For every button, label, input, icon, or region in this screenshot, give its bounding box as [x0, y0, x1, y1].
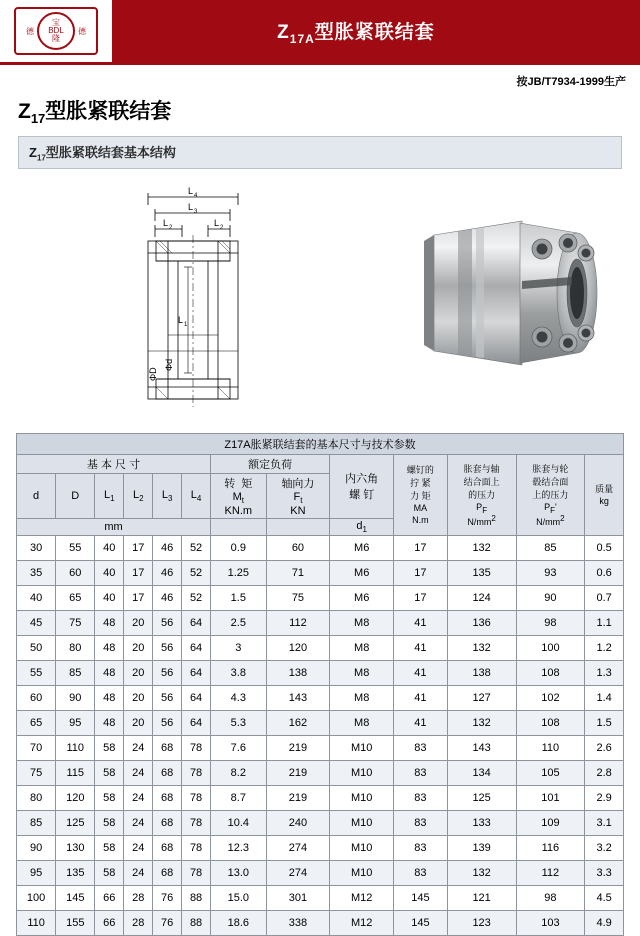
cell-kg: 4.9	[585, 911, 624, 936]
header-title-prefix: Z	[277, 21, 290, 43]
cell-torque: 5.3	[211, 711, 267, 736]
logo-left-text: 德	[26, 26, 34, 36]
cell-L4: 64	[182, 636, 211, 661]
table-row	[17, 686, 624, 711]
cell-axial: 60	[266, 536, 330, 561]
cell-kg: 4.5	[585, 886, 624, 911]
cell-torque: 0.9	[211, 536, 267, 561]
cell-L4: 64	[182, 686, 211, 711]
cell-ma: 83	[394, 836, 448, 861]
cell-L2: 24	[124, 736, 153, 761]
table-row	[17, 786, 624, 811]
cell-D: 95	[56, 711, 95, 736]
dim-label-L4-sub: 4	[194, 192, 198, 199]
cell-d: 80	[17, 786, 56, 811]
cell-ma: 17	[394, 586, 448, 611]
cell-axial: 112	[266, 611, 330, 636]
company-logo	[0, 0, 112, 62]
cell-L3: 68	[153, 786, 182, 811]
cell-D: 155	[56, 911, 95, 936]
section-title-sub: 17	[36, 153, 46, 163]
cell-L4: 78	[182, 836, 211, 861]
cell-pf: 134	[447, 761, 516, 786]
cell-D: 65	[56, 586, 95, 611]
cell-pf2: 109	[516, 811, 585, 836]
cell-D: 110	[56, 736, 95, 761]
group-header-screw: 内六角 螺 钉	[330, 454, 394, 518]
cell-d: 40	[17, 586, 56, 611]
cell-pf: 136	[447, 611, 516, 636]
cell-pf2: 85	[516, 536, 585, 561]
cell-pf2: 100	[516, 636, 585, 661]
group-header-torque: 螺钉的 拧 紧 力 矩 MA N.m	[394, 454, 448, 535]
cell-axial: 338	[266, 911, 330, 936]
cell-L2: 20	[124, 711, 153, 736]
cell-kg: 1.4	[585, 686, 624, 711]
cell-kg: 2.8	[585, 761, 624, 786]
col-header-axial: 轴向力 $F_t$ KN	[266, 473, 330, 518]
header-title-rest: 型胀紧联结套	[314, 21, 435, 43]
cell-L4: 52	[182, 586, 211, 611]
cell-L4: 78	[182, 736, 211, 761]
cell-screw: M8	[330, 661, 394, 686]
cell-torque: 7.6	[211, 736, 267, 761]
cell-screw: M8	[330, 686, 394, 711]
cell-d: 60	[17, 686, 56, 711]
cell-d: 35	[17, 561, 56, 586]
group-header-hub-pressure: 胀套与轮 毂结合面 上的压力 $P_F'$ $N/mm^2$	[516, 454, 585, 535]
cell-pf: 135	[447, 561, 516, 586]
header-title	[112, 17, 640, 46]
cell-L3: 68	[153, 811, 182, 836]
dim-label-phi-d: Φd	[164, 358, 174, 371]
cell-ma: 17	[394, 536, 448, 561]
cell-kg: 1.3	[585, 661, 624, 686]
cell-pf: 121	[447, 886, 516, 911]
dim-label-L4: L	[188, 185, 194, 196]
cell-ma: 83	[394, 786, 448, 811]
table-row	[17, 761, 624, 786]
technical-drawing	[60, 175, 320, 425]
cell-d: 45	[17, 611, 56, 636]
cell-torque: 4.3	[211, 686, 267, 711]
cell-L4: 78	[182, 786, 211, 811]
dim-label-phi-D: ΦD	[148, 367, 158, 381]
cell-kg: 2.6	[585, 736, 624, 761]
cell-L1: 58	[95, 736, 124, 761]
cell-torque: 12.3	[211, 836, 267, 861]
dim-label-L2b-sub: 2	[220, 224, 224, 231]
cell-L2: 17	[124, 586, 153, 611]
cell-L1: 58	[95, 786, 124, 811]
cell-pf2: 102	[516, 686, 585, 711]
cell-pf2: 98	[516, 886, 585, 911]
cell-D: 60	[56, 561, 95, 586]
cell-pf: 132	[447, 711, 516, 736]
cell-L4: 52	[182, 536, 211, 561]
table-row	[17, 886, 624, 911]
cell-ma: 41	[394, 636, 448, 661]
cell-pf: 133	[447, 811, 516, 836]
cell-d: 110	[17, 911, 56, 936]
cell-L1: 58	[95, 861, 124, 886]
cell-pf2: 90	[516, 586, 585, 611]
cell-ma: 145	[394, 911, 448, 936]
cell-L3: 56	[153, 636, 182, 661]
cell-L4: 64	[182, 611, 211, 636]
cell-L2: 17	[124, 536, 153, 561]
cell-L3: 68	[153, 761, 182, 786]
cell-pf: 138	[447, 661, 516, 686]
cell-pf: 132	[447, 861, 516, 886]
cell-torque: 10.4	[211, 811, 267, 836]
cell-pf: 123	[447, 911, 516, 936]
cell-L2: 17	[124, 561, 153, 586]
cell-D: 145	[56, 886, 95, 911]
cell-ma: 145	[394, 886, 448, 911]
cell-d: 30	[17, 536, 56, 561]
dim-label-L1: L	[178, 314, 184, 325]
standard-note: 按JB/T7934-1999生产	[516, 76, 626, 88]
cell-ma: 41	[394, 711, 448, 736]
cell-axial: 75	[266, 586, 330, 611]
cell-D: 80	[56, 636, 95, 661]
header-title-sub: 17A	[289, 31, 315, 46]
cell-L1: 48	[95, 611, 124, 636]
group-header-shaft-pressure: 胀套与轴 结合面上 的压力 $P_F$ $N/mm^2$	[447, 454, 516, 535]
cell-D: 55	[56, 536, 95, 561]
cell-torque: 1.25	[211, 561, 267, 586]
cell-L2: 20	[124, 661, 153, 686]
cell-L3: 76	[153, 886, 182, 911]
cell-screw: M10	[330, 861, 394, 886]
cell-L2: 24	[124, 761, 153, 786]
cell-screw: M8	[330, 611, 394, 636]
cell-L2: 28	[124, 911, 153, 936]
dim-label-L2a: L	[163, 217, 169, 228]
col-header-L1: $L_1$	[95, 473, 124, 518]
cell-D: 85	[56, 661, 95, 686]
cell-L4: 78	[182, 761, 211, 786]
cell-pf2: 98	[516, 611, 585, 636]
cell-d: 75	[17, 761, 56, 786]
cell-L2: 20	[124, 611, 153, 636]
page-header	[0, 0, 640, 62]
cell-L4: 78	[182, 861, 211, 886]
unit-mm: mm	[17, 518, 211, 535]
cell-axial: 301	[266, 886, 330, 911]
cell-kg: 2.9	[585, 786, 624, 811]
page-title	[0, 89, 640, 126]
cell-d: 100	[17, 886, 56, 911]
cell-kg: 0.7	[585, 586, 624, 611]
table-row	[17, 561, 624, 586]
cell-L1: 48	[95, 711, 124, 736]
cell-pf: 143	[447, 736, 516, 761]
cell-torque: 8.7	[211, 786, 267, 811]
group-header-mass: 质量 kg	[585, 454, 624, 535]
table-row	[17, 861, 624, 886]
table-row	[17, 836, 624, 861]
cell-d: 65	[17, 711, 56, 736]
cell-pf2: 116	[516, 836, 585, 861]
cell-kg: 1.2	[585, 636, 624, 661]
cell-L4: 88	[182, 911, 211, 936]
cell-D: 90	[56, 686, 95, 711]
cell-screw: M10	[330, 761, 394, 786]
cell-kg: 0.5	[585, 536, 624, 561]
cell-axial: 71	[266, 561, 330, 586]
cell-pf2: 105	[516, 761, 585, 786]
cell-axial: 162	[266, 711, 330, 736]
table-row	[17, 711, 624, 736]
cell-ma: 41	[394, 611, 448, 636]
cell-screw: M12	[330, 886, 394, 911]
cell-pf2: 112	[516, 861, 585, 886]
col-header-L3: $L_3$	[153, 473, 182, 518]
cell-screw: M6	[330, 561, 394, 586]
cell-d: 85	[17, 811, 56, 836]
cell-pf: 125	[447, 786, 516, 811]
cell-screw: M6	[330, 586, 394, 611]
cell-L3: 68	[153, 861, 182, 886]
cell-L1: 48	[95, 636, 124, 661]
cell-L3: 68	[153, 836, 182, 861]
cell-pf2: 103	[516, 911, 585, 936]
cell-torque: 13.0	[211, 861, 267, 886]
table-row	[17, 586, 624, 611]
product-photo	[372, 185, 622, 400]
cell-L1: 48	[95, 686, 124, 711]
table-row	[17, 661, 624, 686]
spec-table	[16, 433, 624, 936]
cell-L3: 56	[153, 611, 182, 636]
cell-L1: 40	[95, 561, 124, 586]
cell-torque: 15.0	[211, 886, 267, 911]
table-row	[17, 811, 624, 836]
cell-pf: 139	[447, 836, 516, 861]
cell-L1: 66	[95, 911, 124, 936]
unit-torque-blank	[211, 518, 267, 535]
cell-ma: 41	[394, 661, 448, 686]
cell-kg: 1.1	[585, 611, 624, 636]
cell-L2: 20	[124, 636, 153, 661]
cell-kg: 3.3	[585, 861, 624, 886]
col-header-d1: $d_1$	[330, 518, 394, 535]
cell-screw: M8	[330, 711, 394, 736]
cell-d: 90	[17, 836, 56, 861]
cell-pf: 127	[447, 686, 516, 711]
cell-ma: 83	[394, 861, 448, 886]
cell-d: 95	[17, 861, 56, 886]
cell-axial: 138	[266, 661, 330, 686]
cell-screw: M10	[330, 811, 394, 836]
cell-L4: 88	[182, 886, 211, 911]
col-header-L4: $L_4$	[182, 473, 211, 518]
cell-L1: 58	[95, 811, 124, 836]
col-header-D: D	[56, 473, 95, 518]
cell-L1: 40	[95, 536, 124, 561]
cell-L2: 28	[124, 886, 153, 911]
unit-axial-blank	[266, 518, 330, 535]
table-row	[17, 636, 624, 661]
cell-L1: 58	[95, 761, 124, 786]
cell-axial: 219	[266, 786, 330, 811]
table-title: Z17A胀紧联结套的基本尺寸与技术参数	[17, 433, 624, 454]
col-header-d: d	[17, 473, 56, 518]
cell-kg: 1.5	[585, 711, 624, 736]
cell-d: 55	[17, 661, 56, 686]
cell-pf: 124	[447, 586, 516, 611]
cell-L2: 24	[124, 811, 153, 836]
section-title-rest: 型胀紧联结套基本结构	[45, 145, 176, 161]
logo-right-text: 德	[78, 26, 86, 36]
cell-ma: 17	[394, 561, 448, 586]
cell-L1: 48	[95, 661, 124, 686]
logo-circle-icon: 宝 BDL 隆	[37, 12, 75, 50]
cell-L3: 46	[153, 586, 182, 611]
cell-L4: 78	[182, 811, 211, 836]
logo-frame	[14, 7, 98, 55]
table-row	[17, 911, 624, 936]
cell-pf2: 110	[516, 736, 585, 761]
cell-ma: 83	[394, 736, 448, 761]
cell-axial: 143	[266, 686, 330, 711]
group-header-load: 额定负荷	[211, 454, 330, 473]
cell-axial: 219	[266, 736, 330, 761]
section-title	[18, 136, 622, 169]
dim-label-L1-sub: 1	[184, 321, 188, 328]
cell-L3: 76	[153, 911, 182, 936]
cell-L2: 24	[124, 861, 153, 886]
cell-d: 50	[17, 636, 56, 661]
cell-L3: 46	[153, 561, 182, 586]
page-title-prefix: Z	[18, 100, 31, 123]
cell-torque: 3.8	[211, 661, 267, 686]
cell-axial: 274	[266, 861, 330, 886]
cell-kg: 3.2	[585, 836, 624, 861]
cell-L3: 56	[153, 711, 182, 736]
table-row	[17, 611, 624, 636]
cell-L2: 20	[124, 686, 153, 711]
cell-D: 135	[56, 861, 95, 886]
cell-screw: M10	[330, 836, 394, 861]
cell-D: 130	[56, 836, 95, 861]
cell-L1: 58	[95, 836, 124, 861]
figure-area	[0, 175, 640, 425]
cell-torque: 8.2	[211, 761, 267, 786]
cell-ma: 83	[394, 811, 448, 836]
cell-pf2: 93	[516, 561, 585, 586]
cell-screw: M12	[330, 911, 394, 936]
cell-torque: 18.6	[211, 911, 267, 936]
dim-label-L2b: L	[214, 217, 220, 228]
dim-label-L2a-sub: 2	[169, 224, 173, 231]
cell-axial: 240	[266, 811, 330, 836]
cell-axial: 219	[266, 761, 330, 786]
cell-ma: 83	[394, 761, 448, 786]
cell-pf2: 108	[516, 711, 585, 736]
cell-ma: 41	[394, 686, 448, 711]
cell-L3: 46	[153, 536, 182, 561]
cell-L1: 66	[95, 886, 124, 911]
table-row	[17, 736, 624, 761]
cell-axial: 120	[266, 636, 330, 661]
cell-L3: 56	[153, 661, 182, 686]
cell-L4: 64	[182, 661, 211, 686]
cell-pf: 132	[447, 636, 516, 661]
cell-kg: 0.6	[585, 561, 624, 586]
cell-L1: 40	[95, 586, 124, 611]
dim-label-L3-sub: 3	[194, 208, 198, 215]
page-title-rest: 型胀紧联结套	[45, 100, 172, 123]
cell-L3: 68	[153, 736, 182, 761]
cell-screw: M10	[330, 736, 394, 761]
group-header-basic: 基 本 尺 寸	[17, 454, 211, 473]
cell-L4: 64	[182, 711, 211, 736]
cell-torque: 3	[211, 636, 267, 661]
cell-pf: 132	[447, 536, 516, 561]
table-row	[17, 536, 624, 561]
cell-screw: M8	[330, 636, 394, 661]
cell-kg: 3.1	[585, 811, 624, 836]
cell-axial: 274	[266, 836, 330, 861]
cell-L4: 52	[182, 561, 211, 586]
cell-torque: 2.5	[211, 611, 267, 636]
cell-screw: M6	[330, 536, 394, 561]
page-title-sub: 17	[30, 111, 46, 127]
dim-label-L3: L	[188, 201, 194, 212]
cell-pf2: 108	[516, 661, 585, 686]
cell-D: 115	[56, 761, 95, 786]
col-header-L2: $L_2$	[124, 473, 153, 518]
cell-D: 125	[56, 811, 95, 836]
cell-D: 75	[56, 611, 95, 636]
cell-L3: 56	[153, 686, 182, 711]
cell-L2: 24	[124, 786, 153, 811]
cell-D: 120	[56, 786, 95, 811]
cell-torque: 1.5	[211, 586, 267, 611]
cell-d: 70	[17, 736, 56, 761]
cell-L2: 24	[124, 836, 153, 861]
cell-pf2: 101	[516, 786, 585, 811]
cell-screw: M10	[330, 786, 394, 811]
section-title-prefix: Z	[29, 145, 37, 161]
col-header-torque: 转 矩 $M_t$ KN.m	[211, 473, 267, 518]
